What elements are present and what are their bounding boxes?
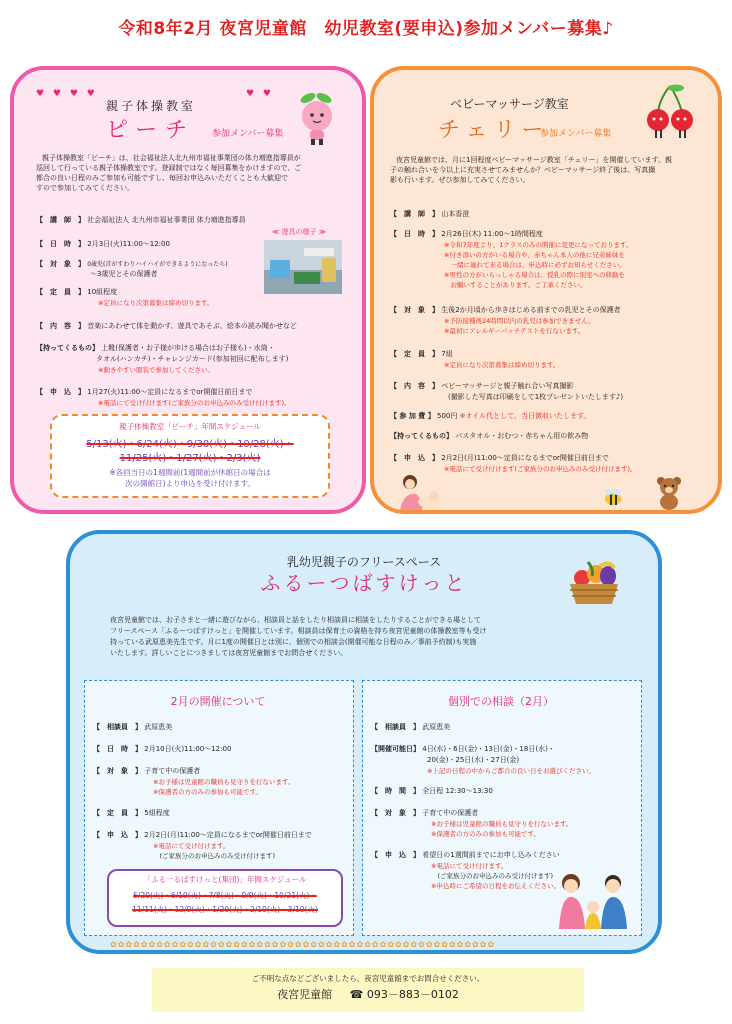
peach-date: 2月3日(火)11:00～12:00 bbox=[87, 240, 170, 248]
peach-apply-note: ※電話にて受け付けます(ご家族分のお申込みのみ受け付けます)。 bbox=[98, 399, 291, 407]
r-counselor-label: 【 相談員 】 bbox=[371, 723, 420, 731]
l-capacity-label: 【 定 員 】 bbox=[93, 809, 142, 817]
cherry-bring: バスタオル・おむつ・赤ちゃん用の飲み物 bbox=[455, 432, 589, 440]
peach-schedule-1: 5/13(火)・6/24(火)・9/30(火)・10/28(火)・ bbox=[86, 439, 294, 450]
peach-content-label: 【 内 容 】 bbox=[36, 322, 85, 330]
photo-caption: ≪ 遊具の様子 ≫ bbox=[272, 228, 327, 236]
l-capacity: 5組程度 bbox=[144, 809, 170, 817]
cherry-fee-note: ※オイル代として、当日徴収いたします。 bbox=[459, 412, 591, 420]
peach-bring-2: タオル(ハンカチ)・チャレンジカード(参加初回に配布します) bbox=[96, 355, 289, 363]
peach-class-name: ピーチ bbox=[106, 118, 196, 143]
r-apply-note-2: (ご家族分のお申込みのみ受け付けます) bbox=[431, 872, 554, 880]
cherry-intro-3: 影も行います。ぜひ参加してみてください。 bbox=[390, 176, 530, 184]
peach-bring-row bbox=[36, 344, 275, 353]
cherry-capacity-row bbox=[390, 350, 453, 359]
peach-target-row bbox=[36, 260, 228, 269]
l-target-note-2: ※保護者の方のみの参加も可能です。 bbox=[153, 788, 262, 796]
cherry-date: 2月26日(木) 11:00～1時間程度 bbox=[441, 230, 543, 238]
r-time-row bbox=[371, 787, 493, 796]
peach-schedule-2: 11/25(火)・1/27(火)・2/3(火) bbox=[119, 453, 261, 464]
r-apply-note-1: ※電話にて受け付けます。 bbox=[431, 862, 508, 870]
l-apply-label: 【 申 込 】 bbox=[93, 831, 142, 839]
peach-apply-row bbox=[36, 388, 252, 397]
cherry-character-icon bbox=[642, 82, 698, 142]
free-space-panel bbox=[66, 530, 662, 954]
cherry-bring-row bbox=[390, 432, 588, 441]
peach-date-row bbox=[36, 240, 170, 249]
monthly-session-box bbox=[84, 680, 354, 936]
l-date-label: 【 日 時 】 bbox=[93, 745, 142, 753]
l-apply-note-2: (ご家族分のお申込みのみ受け付けます) bbox=[153, 852, 276, 860]
cherry-date-note-5: お願いすることがあります。ご了承ください。 bbox=[444, 281, 587, 289]
free-intro-4: いたします。詳しいことにつきましては夜宮児童館までお問合せください。 bbox=[110, 649, 348, 657]
peach-instructor-row bbox=[36, 216, 246, 225]
r-apply: 希望日の1週間前までにお申し込みください bbox=[422, 851, 560, 859]
peach-content: 音楽にあわせて体を動かす、遊具であそぶ、絵本の読み聞かせなど bbox=[87, 322, 297, 330]
cherry-target: 生後2か月頃から歩きはじめる前までの乳児とその保護者 bbox=[441, 306, 621, 314]
peach-schedule-note-2: 次の開館日)より申込を受け付けます。 bbox=[125, 479, 255, 488]
mother-baby-illustration bbox=[396, 472, 446, 512]
peach-capacity-note: ※定員になり次第募集は締め切ります。 bbox=[98, 299, 214, 307]
cherry-apply-row bbox=[390, 454, 609, 463]
bear-icon bbox=[654, 474, 684, 510]
heart-decoration-right: ♥ ♥ bbox=[246, 89, 274, 99]
l-counselor-row bbox=[93, 723, 172, 732]
individual-consult-title: 個別での相談（2月） bbox=[448, 695, 554, 708]
l-counselor: 武原恵美 bbox=[144, 723, 173, 731]
r-time: 全日程 12:30～13:30 bbox=[422, 787, 493, 795]
r-date-row bbox=[371, 745, 555, 754]
r-date-note: ※上記の日程の中からご都合の良い日をお選びください。 bbox=[427, 767, 595, 775]
cherry-target-note-1: ※予防接種後24時間以内の乳児は参加できません。 bbox=[444, 317, 595, 325]
footer-note: ご不明な点などございましたら、夜宮児童館までお問合せください。 bbox=[251, 974, 485, 983]
phone-icon: ☎ bbox=[349, 988, 364, 1001]
free-intro-1: 夜宮児童館では、お子さまと一緒に遊びながら、相談員と話をしたり相談員に相談をしたりすることができる場として bbox=[110, 616, 481, 624]
photo-caption-text: 遊具の様子 bbox=[281, 228, 317, 236]
free-subtitle: 乳幼児親子のフリースペース bbox=[286, 555, 442, 569]
family-illustration bbox=[553, 869, 635, 931]
heart-decoration-left: ♥ ♥ ♥ ♥ bbox=[36, 89, 98, 99]
cherry-target-label: 【 対 象 】 bbox=[390, 306, 439, 314]
cherry-fee-row bbox=[390, 412, 590, 421]
individual-consult-box bbox=[362, 680, 642, 936]
cherry-capacity-note: ※定員になり次第募集は締め切ります。 bbox=[444, 361, 560, 369]
peach-instructor: 社会福祉法人 北九州市福祉事業団 体力増進指導員 bbox=[87, 216, 246, 224]
cherry-date-label: 【 日 時 】 bbox=[390, 230, 439, 238]
cherry-instructor-row bbox=[390, 210, 469, 219]
page-title: 令和8年2月 夜宮児童館 幼児教室(要申込)参加メンバー募集♪ bbox=[118, 19, 614, 39]
peach-target-1: 0歳児(首がすわりハイハイができるようになったら) bbox=[87, 261, 228, 268]
cherry-intro-2: 子の触れ合いを今以上に充実させてみませんか？ベビーマッサージ終了後は、写真撮 bbox=[390, 166, 656, 174]
center-name: 夜宮児童館 bbox=[277, 988, 333, 1001]
l-target-label: 【 対 象 】 bbox=[93, 767, 142, 775]
l-counselor-label: 【 相談員 】 bbox=[93, 723, 142, 731]
phone-number: 093－883－0102 bbox=[366, 988, 459, 1001]
cherry-instructor-label: 【 講 師 】 bbox=[390, 210, 439, 218]
l-date: 2月10日(火)11:00～12:00 bbox=[144, 745, 232, 753]
peach-bring-1: 上靴(保護者・お子様が歩ける場合はお子様も)・水筒・ bbox=[101, 344, 275, 352]
peach-bring-note: ※動きやすい服装で参加してください。 bbox=[98, 366, 214, 374]
l-apply: 2月2日(月)11:00～定員になるまでor開催日前日まで bbox=[144, 831, 312, 839]
monthly-session-title: 2月の開催について bbox=[170, 695, 266, 708]
cherry-date-row bbox=[390, 230, 543, 239]
flower-border: ✿✿✿✿✿✿✿✿✿✿✿✿✿✿✿✿✿✿✿✿✿✿✿✿✿✿✿✿✿✿✿✿✿✿✿✿✿✿✿✿✿✿✿✿✿✿✿✿✿✿ bbox=[110, 940, 496, 949]
peach-schedule-title: 親子体操教室「ピーチ」年間スケジュール bbox=[119, 422, 261, 431]
cherry-fee: 500円 bbox=[436, 412, 458, 420]
cherry-date-note-1: ※令和7年度より、1クラスのみの開催に変更になっております。 bbox=[444, 241, 633, 249]
peach-schedule-note-1: ※各回当日の1週間前(1週間前が休館日の場合は bbox=[109, 468, 271, 477]
peach-capacity-row bbox=[36, 288, 117, 297]
cherry-apply: 2月2日(月)11:00～定員になるまでor開催日前日まで bbox=[441, 454, 609, 462]
group-schedule-box bbox=[107, 869, 343, 927]
cherry-date-note-2: ※付き添いの方がいる場合や、赤ちゃん本人の他に兄弟姉妹を bbox=[444, 251, 625, 259]
bee-icon bbox=[602, 488, 624, 506]
contact-footer bbox=[152, 968, 584, 1012]
peach-target-2: ～3歳児とその保護者 bbox=[90, 270, 158, 278]
l-capacity-row bbox=[93, 809, 170, 818]
cherry-content-label: 【 内 容 】 bbox=[390, 382, 439, 390]
l-date-row bbox=[93, 745, 231, 754]
peach-apply-label: 【 申 込 】 bbox=[36, 388, 85, 396]
r-target-row bbox=[371, 809, 478, 818]
peach-panel bbox=[10, 66, 366, 514]
r-counselor-row bbox=[371, 723, 450, 732]
peach-capacity-label: 【 定 員 】 bbox=[36, 288, 85, 296]
cherry-class-name: チェリー bbox=[438, 118, 550, 143]
free-intro-3: 持っている武原恵美先生です。月に1度の開催日とは別に、個別での相談会(開催可能な日程のみ／事前予約制)も実施 bbox=[110, 638, 477, 646]
cherry-panel bbox=[370, 66, 722, 514]
playground-photo bbox=[264, 240, 342, 294]
l-target-row bbox=[93, 767, 200, 776]
r-target: 子育て中の保護者 bbox=[422, 809, 479, 817]
cherry-subtitle: ベビーマッサージ教室 bbox=[450, 97, 569, 111]
cherry-date-note-4: ※男性の方がいらっしゃる場合は、授乳の際に別室への移動を bbox=[444, 271, 625, 279]
peach-instructor-label: 【 講 師 】 bbox=[36, 216, 85, 224]
cherry-target-note-2: ※最初にアレルギーパッチテストを行ないます。 bbox=[444, 327, 585, 335]
cherry-capacity-label: 【 定 員 】 bbox=[390, 350, 439, 358]
peach-bring-label: 【持ってくるもの】 bbox=[36, 344, 99, 352]
cherry-recruit: 参加メンバー募集 bbox=[540, 129, 612, 139]
cherry-content-row bbox=[390, 382, 574, 391]
peach-recruit: 参加メンバー募集 bbox=[212, 129, 284, 139]
peach-apply: 1月27(火)11:00～定員になるまでor開催日前日まで bbox=[87, 388, 253, 396]
peach-intro-4: すので参加してみてください。 bbox=[36, 184, 134, 192]
free-name: ふるーつばすけっと bbox=[260, 571, 468, 595]
r-apply-row bbox=[371, 851, 560, 860]
cherry-date-note-3: 一緒に連れて来る場合は、申込時に必ずお知らせください。 bbox=[444, 261, 626, 269]
peach-intro-3: 都合の良い日程のみご参加も可能ですし、毎回お申込みいただくことも大歓迎で bbox=[36, 174, 288, 182]
cherry-fee-label: 【 参 加 費 】 bbox=[390, 412, 435, 420]
peach-target-label: 【 対 象 】 bbox=[36, 260, 85, 268]
r-date-1: 4日(水)・6日(金)・13日(金)・18日(水)・ bbox=[422, 745, 555, 753]
l-target-note-1: ※お子様は児童館の職員も見守りを行ないます。 bbox=[153, 778, 295, 786]
peach-intro-1: 親子体操教室「ピーチ」は、社会福祉法人北九州市福祉事業団の体力増進指導員が bbox=[42, 154, 301, 162]
l-apply-note-1: ※電話にて受け付けます。 bbox=[153, 842, 230, 850]
cherry-target-row bbox=[390, 306, 621, 315]
l-apply-row bbox=[93, 831, 312, 840]
cherry-instructor: 山本香澄 bbox=[441, 210, 470, 218]
fruit-basket-icon bbox=[564, 556, 624, 608]
l-target: 子育て中の保護者 bbox=[144, 767, 201, 775]
peach-content-row bbox=[36, 322, 297, 331]
r-target-note-2: ※保護者の方のみの参加も可能です。 bbox=[431, 830, 540, 838]
cherry-intro-1: 夜宮児童館では、月に1回程度ベビーマッサージ教室「チェリー」を開催しています。親 bbox=[396, 156, 672, 164]
r-apply-note-3: ※申込時にご希望の日程をお伝えください。 bbox=[431, 882, 560, 890]
group-schedule-title: 「ふる一るばすけっと(集団)」年間スケジュール bbox=[143, 875, 307, 884]
r-apply-label: 【 申 込 】 bbox=[371, 851, 420, 859]
cherry-bring-label: 【持ってくるもの】 bbox=[390, 432, 453, 440]
group-schedule-1: 5/20(火)・6/10(火)・7/8(火)・9/9(火)・10/21(火)・ bbox=[133, 891, 317, 900]
peach-intro-2: 巡回して行っている親子体操教室です。登録制ではなく毎回募集をかけますので、ご bbox=[36, 164, 302, 172]
cherry-content-1: ベビーマッサージと親子触れ合い写真撮影 bbox=[441, 382, 574, 390]
cherry-capacity: 7組 bbox=[441, 350, 453, 358]
peach-character-icon bbox=[294, 88, 340, 146]
free-intro-2: フリースペース「ふるーつばすけっと」を開催しています。相談員は保育士の資格を持ち夜宮児童館の体操教室等も受け bbox=[110, 627, 487, 635]
r-date-label: 【開催可能日】 bbox=[371, 745, 420, 753]
group-schedule-2: 11/11(火)・12/9(火)・1/20(火)・2/10(火)・3/10(火) bbox=[132, 905, 318, 914]
footer-contact-row bbox=[152, 988, 584, 1003]
r-target-note-1: ※お子様は児童館の職員も見守りを行ないます。 bbox=[431, 820, 573, 828]
r-time-label: 【 時 間 】 bbox=[371, 787, 420, 795]
cherry-apply-label: 【 申 込 】 bbox=[390, 454, 439, 462]
cherry-content-2: (撮影した写真は印刷をして1枚プレゼントいたします♪) bbox=[448, 393, 624, 401]
peach-capacity: 10組程度 bbox=[87, 288, 118, 296]
peach-date-label: 【 日 時 】 bbox=[36, 240, 85, 248]
peach-subtitle: 親子体操教室 bbox=[106, 99, 197, 113]
r-date-2: 20(金)・25日(水)・27日(金) bbox=[427, 756, 520, 764]
peach-schedule-box bbox=[50, 414, 330, 498]
r-target-label: 【 対 象 】 bbox=[371, 809, 420, 817]
cherry-apply-note: ※電話にて受け付けます(ご家族分のお申込みのみ受け付けます)。 bbox=[444, 465, 637, 473]
r-counselor: 武原恵美 bbox=[422, 723, 451, 731]
